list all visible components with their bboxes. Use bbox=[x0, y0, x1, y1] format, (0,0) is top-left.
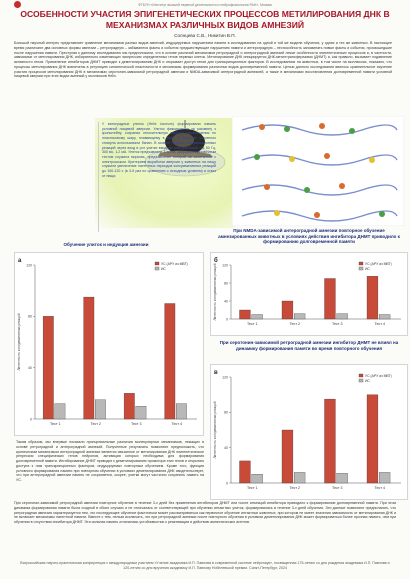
legend-swatch bbox=[359, 374, 363, 377]
bar bbox=[294, 314, 305, 319]
panel-letter: а bbox=[18, 258, 22, 264]
bar bbox=[240, 461, 251, 483]
bar bbox=[124, 393, 134, 419]
conclusion-paragraph: Таким образом, мы впервые показали принципиальные различия молекулярных механизмов, лежащих в основе ретроградной и антероградной амнезий. Полученные результаты позволяют предположить, что критическим механизмом антероградной амнезии является связанное от метилирования ДНК эпигенетическое репрессия специфических генов нейронов, активация которых необходима для формирования долговременной памяти. Ингибирование ДНМТ приводит к деметилированию промотора этих генов и открытию доступа к ним транскрипционных факторов, индуцируемых повторным обучением. Кроме того, функция условного формирования памяти при повторном обучении в условиях деметилирования ДНК свидетельствует, что при антероградной амнезии память не сохраняется, скорее, улитки могут частично сохранить память на УС. bbox=[16, 440, 204, 482]
learning-chart bbox=[15, 253, 203, 435]
serotonin-chart bbox=[211, 365, 407, 499]
serotonin-chart-panel bbox=[210, 364, 408, 500]
footer-conference: Всероссийская научно-практическая конференция с международным участием «Учение академика И.П. Павлова в современной системе нейронаук», посвященная 175-летию со дня рождения академика И.П. Павлова и 120-летию со дня вручения академику И.П. Павлову Нобелевской премии. Санкт-Петербург, 2024 bbox=[20, 561, 390, 570]
legend-swatch bbox=[155, 267, 159, 270]
bar bbox=[55, 404, 65, 419]
y-tick-label: 0 bbox=[30, 417, 32, 422]
bottom-paragraph: При серотонин-зависимой ретроградной амнезии повторное обучение в течение 3-х дней без применения ингибиторов ДНМТ или после инъекций ингибитора приводило к формированию долговременной памяти. При этом динамика формирования памяти была сходной в обоих случаях и не отличалась от соответствующей при обучении интактных улиток, формировалась в течение 3-х дней обучения. Эти данные позволяют предполагать, что ретроградная амнезия характеризуется тем, что последующее обучение фактически может рассматриваться как первичное обучение интактных животных, при котором не имеет значения зависимость от метилирования ДНК и не включает механизмы латентной памяти. Вместе с тем, нельзя исключать, что при ретроградной амнезии после повторного обучения в условиях деметилирования ДНК может формироваться более прочная память, чем при обучении в отсутствии ингибитора ДНМТ. Эта сильная память отличалась устойчивостью к реактивации и действию амнестических агентов. bbox=[14, 501, 396, 524]
bar bbox=[43, 316, 53, 419]
y-tick-label: 80 bbox=[224, 410, 228, 415]
y-tick-label: 40 bbox=[224, 299, 228, 304]
legend-label: ИС bbox=[161, 267, 166, 271]
bar bbox=[337, 473, 348, 483]
legend-label: УС (АРУ из МВТ) bbox=[161, 262, 188, 266]
x-tick-label: Тест 1 bbox=[247, 322, 258, 326]
legend-label: ИС bbox=[365, 267, 370, 271]
bar bbox=[337, 314, 348, 319]
x-tick-label: Тест 3 bbox=[332, 486, 343, 490]
learning-section-title: Обучение улиток и индукция амнезии bbox=[63, 242, 149, 247]
intro-paragraph: Большой научный интерес представляет сравнение механизмов разных видов амнезий, индуцируемых нарушением памяти в исследованиях на одной и той же модели обучения, у одних и тех же животных. В настоящее время различают два основных формы амнезии – ретроградную – забываются факты и события предшествующие нарушению памяти и антероградную – неспособность запоминать новые факты и события, произошедшие после нарушения памяти. Преступая к данному исследованию мы предположили, что в основе различий механизмов ретроградной и антероградной амнезий лежат особенности эпигенетических процессов и, в частности, зависимые от метилирования ДНК, избирательно изменяющих экспрессию определенных генов нервных клеток. Метилирование ДНК инициируется ДНК-метилтрансферазами (ДНМТ) и, как правило, вызывает подавление активности генов. Применение ингибиторов ДНМТ приводит к деметилированию ДНК и открывает доступ генов для транскрипционных факторов. В исследованиях на животных, в том числе на моллюсках, показано, что процессы метилирования ДНК вовлечены в регуляцию синаптической пластичности и механизмы формирования различных видов долговременной памяти. Целью данного исследования явилось сравнительное изучение участия процессов метилирования ДНК в механизмах серотонин-зависимой ретроградной амнезии и NMDA-зависимой антероградной амнезией, а также в механизмах восстановления долговременной памяти условной пищевой аверсии при этих видах амнезий у моллюсков Helix. bbox=[14, 41, 392, 79]
nmda-chart bbox=[211, 253, 407, 335]
bar bbox=[294, 472, 305, 483]
y-axis-label: Латентность консуммативных реакций bbox=[213, 263, 217, 321]
y-tick-label: 80 bbox=[224, 281, 228, 286]
methylation-diagram bbox=[232, 116, 404, 226]
nmda-chart-panel bbox=[210, 252, 408, 336]
bar bbox=[379, 315, 390, 320]
bar bbox=[252, 315, 263, 320]
snail-method-text: У виноградных улиток (Helix lucorum) формировали память условной пищевой аверсии. Улиток фиксировали за раковину к кронштейну, сохраняя относительную свободу перемещения по пластиковому шару, плавающему в воде. В качестве условного стимула использовали банан. В момент первых консуммационных реакций через вход в рот улитке вводили электрический ток 50 Гц, 300 мс, 1,2 мА. Улиток предъявляли 3 теста. Дифференцировочным тестом служила морковь, предъявление которой не сочеталось с электрошоком. Критерием выработки аверсии у животных на пищу служили увеличение латентных периодов консуммативных реакций до 100-120 с (в 3-5 раз по сравнению с исходным уровнем) и отказ от пищи. bbox=[98, 122, 216, 232]
bar bbox=[84, 297, 94, 419]
y-tick-label: 120 bbox=[26, 263, 32, 268]
bar bbox=[95, 400, 105, 419]
bar bbox=[325, 279, 336, 320]
legend-label: УС (АРУ из МВТ) bbox=[365, 262, 392, 266]
y-tick-label: 120 bbox=[222, 375, 228, 380]
y-axis-label: Латентность консуммативных реакций bbox=[213, 401, 217, 459]
bar bbox=[367, 276, 378, 319]
bar bbox=[252, 474, 263, 483]
x-tick-label: Тест 4 bbox=[374, 486, 385, 490]
serotonin-section-title: При серотонин-зависимой ретроградной амнезии ингибитор ДНМТ не влиял на динамику формирования памяти во время повторного обучения bbox=[219, 340, 399, 351]
x-tick-label: Тест 2 bbox=[90, 422, 101, 426]
x-tick-label: Тест 3 bbox=[332, 322, 343, 326]
legend-swatch bbox=[359, 262, 363, 265]
institute-logo-icon bbox=[14, 1, 21, 8]
y-tick-label: 40 bbox=[224, 445, 228, 450]
panel-letter: б bbox=[214, 258, 218, 264]
poster-title: ОСОБЕННОСТИ УЧАСТИЯ ЭПИГЕНЕТИЧЕСКИХ ПРОЦЕССОВ МЕТИЛИРОВАНИЯ ДНК В МЕХАНИЗМАХ РАЗЛИЧНЫХ ВИДОВ АМНЕЗИЙ bbox=[20, 9, 390, 30]
y-tick-label: 80 bbox=[28, 314, 32, 319]
x-tick-label: Тест 4 bbox=[171, 422, 182, 426]
bar bbox=[165, 304, 175, 420]
y-axis-label: Латентность консуммативных реакций bbox=[17, 313, 21, 371]
x-tick-label: Тест 3 bbox=[131, 422, 142, 426]
x-tick-label: Тест 2 bbox=[289, 486, 300, 490]
legend-swatch bbox=[359, 267, 363, 270]
x-tick-label: Тест 2 bbox=[289, 322, 300, 326]
bar bbox=[367, 395, 378, 483]
legend-swatch bbox=[155, 262, 159, 265]
bar bbox=[325, 399, 336, 483]
legend-label: УС (АРУ из МВТ) bbox=[365, 374, 392, 378]
legend-swatch bbox=[359, 379, 363, 382]
x-tick-label: Тест 1 bbox=[247, 486, 258, 490]
bar bbox=[240, 310, 251, 319]
bar bbox=[282, 301, 293, 319]
bar bbox=[136, 406, 146, 419]
bar bbox=[176, 404, 186, 419]
poster-authors: Солнцева С.В., Никитин В.П. bbox=[174, 33, 236, 38]
y-tick-label: 40 bbox=[28, 365, 32, 370]
panel-letter: в bbox=[214, 370, 218, 376]
institution-line: ФГБУН «Институт высшей нервной деятельности и нейрофизиологии РАН», Москва bbox=[138, 3, 272, 7]
y-tick-label: 0 bbox=[226, 481, 228, 486]
y-tick-label: 0 bbox=[226, 317, 228, 322]
learning-chart-panel bbox=[14, 252, 204, 436]
nmda-section-title: При NMDA-зависимой антероградной амнезии повторное обучение амнезированных животных в условиях действия ингибитора ДНМТ приводило к формированию долговременной памяти bbox=[218, 228, 400, 245]
x-tick-label: Тест 1 bbox=[50, 422, 61, 426]
legend-label: ИС bbox=[365, 379, 370, 383]
y-tick-label: 120 bbox=[222, 263, 228, 268]
bar bbox=[379, 472, 390, 483]
x-tick-label: Тест 4 bbox=[374, 322, 385, 326]
bar bbox=[282, 430, 293, 483]
